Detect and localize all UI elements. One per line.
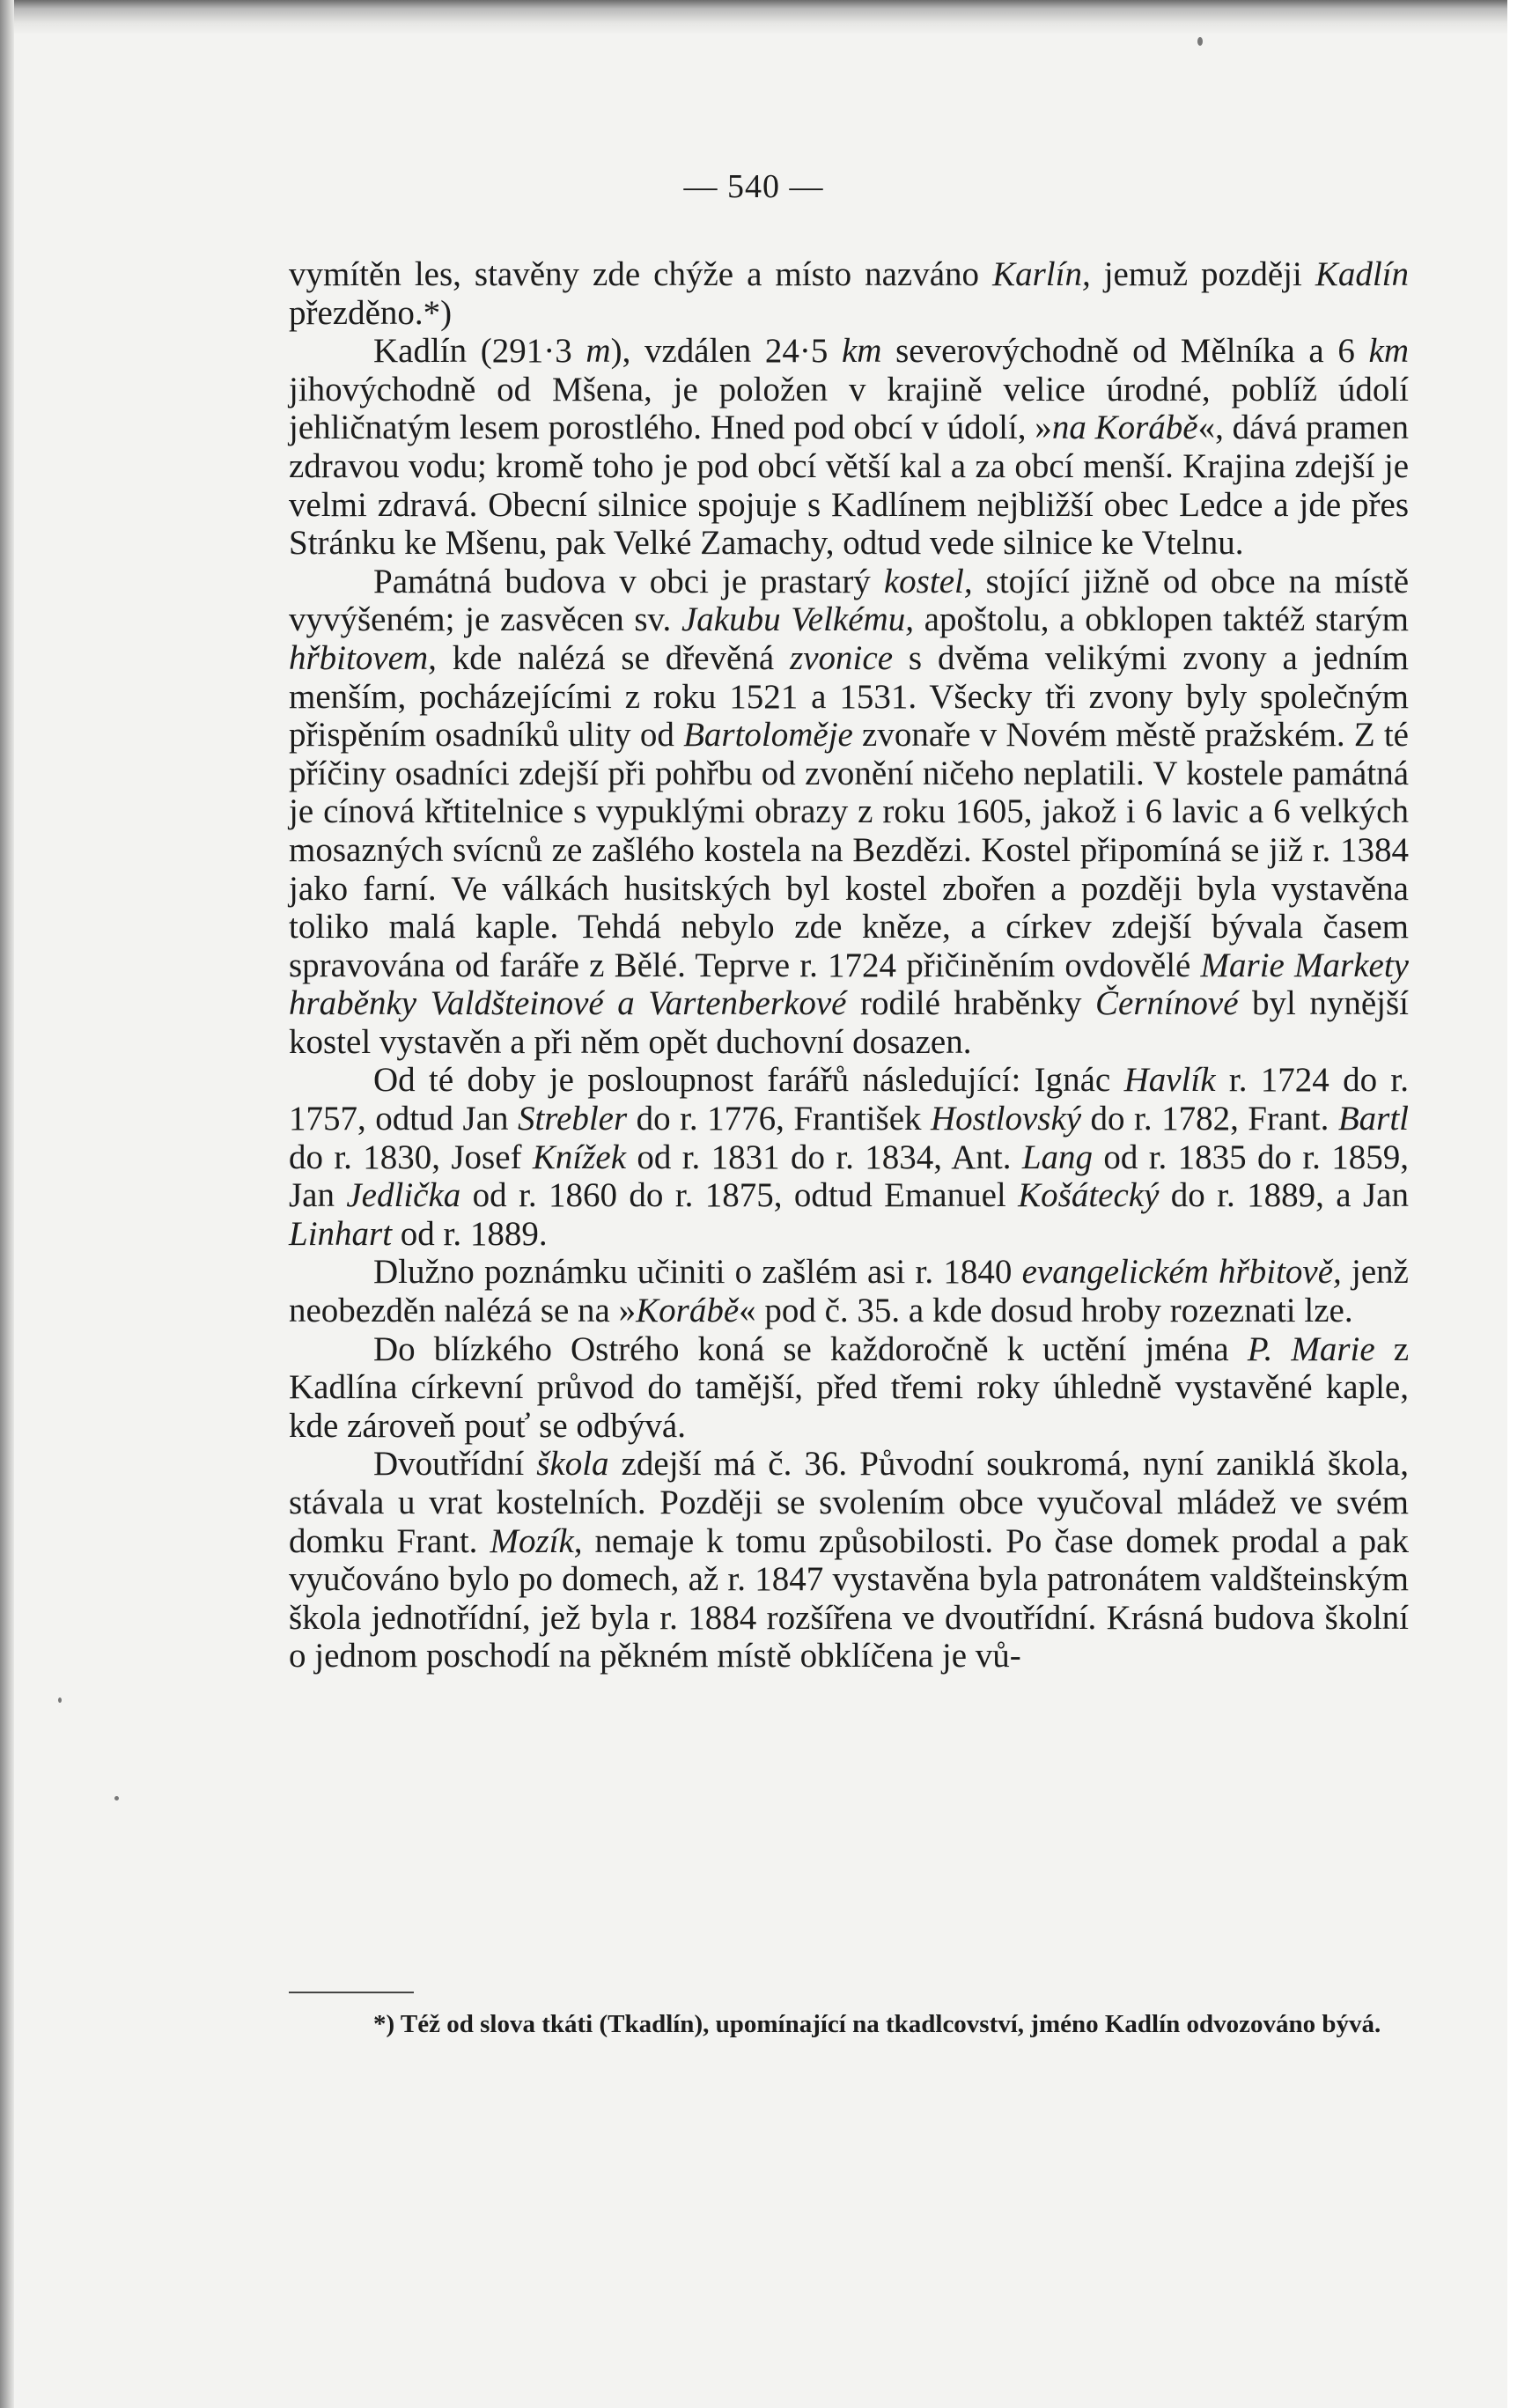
body-text: [289, 255, 1409, 1675]
italic-run: Bartl: [1337, 1100, 1409, 1138]
italic-run: zvonice: [790, 638, 894, 677]
paragraph: [289, 332, 1409, 563]
text-run: zvonaře v Novém městě pražském. Z té příčiny osadníci zdejší při pohřbu od zvonění ničeho neplatili. V kostele památná je cínová křtitelnice s vypuklými obrazy z roku 1605, jakož i 6 lavic a 6 velkých mosazných svícnů ze zašlého kostela na Bezdězi. Kostel připomíná se již r. 1384 jako farní. Ve válkách husitských byl kostel zbořen a později byla vystavěna toliko malá kaple. Tehdá nebylo zde kněze, a církev zdejší bývala časem spravována od faráře z Bělé. Teprve r. 1724 přičiněním ovdovělé: [289, 716, 1409, 984]
italic-run: Černínové: [1095, 984, 1239, 1023]
text-run: do r. 1889, a Jan: [1159, 1176, 1409, 1215]
text-run: Dlužno poznámku učiniti o zašlém asi r. 1840: [373, 1253, 1022, 1292]
scan-speck: [58, 1697, 62, 1703]
italic-run: P. Marie: [1247, 1329, 1375, 1368]
text-run: od r. 1835 do r. 1859, Jan: [289, 1138, 1409, 1215]
text-run: vymítěn les, stavěny zde chýže a místo nazváno: [289, 255, 993, 293]
italic-run: Hostlovský: [930, 1100, 1082, 1138]
italic-run: Knížek: [532, 1138, 627, 1176]
text-run: byl nynější kostel vystavěn a při něm opět duchovní dosazen.: [289, 984, 1410, 1061]
text-run: Dvoutřídní: [373, 1445, 537, 1484]
italic-run: škola: [536, 1445, 609, 1484]
footnote: *) Též od slova tkáti (Tkadlín), upomínající na tkadlcovství, jméno Kadlín odvozováno bývá.: [373, 2010, 1381, 2038]
page-number: — 540 —: [683, 168, 824, 205]
italic-run: evangelickém hřbitově,: [1021, 1253, 1342, 1292]
scan-left-edge: [0, 0, 14, 2408]
text-run: jihovýchodně od Mšena, je položen v krajině velice úrodné, poblíž údolí jehličnatým lesem porostlého. Hned pod obcí v údolí, »: [289, 370, 1409, 447]
italic-run: Karlín,: [992, 255, 1091, 293]
italic-run: Lang: [1021, 1138, 1094, 1176]
paragraph: [289, 1330, 1409, 1446]
scan-top-edge: [0, 0, 1507, 35]
italic-run: kostel,: [883, 562, 973, 600]
text-run: jenž neobezděn nalézá se na »: [289, 1253, 1409, 1330]
italic-run: hřbitovem,: [289, 638, 437, 677]
italic-run: Mozík,: [490, 1521, 583, 1560]
italic-run: Korábě: [636, 1292, 740, 1330]
text-run: od r. 1860 do r. 1875, odtud Emanuel: [460, 1176, 1019, 1215]
paragraph: [289, 1253, 1409, 1329]
text-run: Do blízkého Ostrého koná se každoročně k uctění jména: [373, 1329, 1248, 1368]
italic-run: km: [842, 332, 882, 371]
italic-run: Košátecký: [1018, 1176, 1160, 1215]
text-run: do r. 1782, Frant.: [1081, 1100, 1338, 1138]
paragraph: [289, 1061, 1409, 1253]
text-run: od r. 1831 do r. 1834, Ant.: [626, 1138, 1022, 1176]
text-run: s dvěma velikými zvony a jedním menším, pocházejícími z roku 1521 a 1531. Všecky tři zvony byly společným přispěním osadníků ulity od: [289, 638, 1409, 755]
text-run: Památná budova v obci je prastarý: [373, 562, 884, 600]
text-run: od r. 1889.: [392, 1214, 548, 1253]
italic-run: Kadlín: [1315, 255, 1409, 293]
text-run: severovýchodně od Mělníka a 6: [881, 332, 1369, 371]
italic-run: Strebler: [517, 1100, 628, 1138]
footnote-divider: [289, 1992, 414, 1993]
italic-run: Marie Markety hraběnky Valdšteinové a Vartenberkové: [289, 946, 1409, 1023]
text-run: rodilé hraběnky: [846, 984, 1096, 1023]
text-run: do r. 1830, Josef: [289, 1138, 533, 1176]
text-run: «, dává pramen zdravou vodu; kromě toho je pod obcí větší kal a za obcí menší. Krajina zdejší je velmi zdravá. Obecní silnice spojuje s Kadlínem nejbližší obec Ledce a jde přes Stránku ke Mšenu, pak Velké Zamachy, odtud vede silnice ke Vtelnu.: [289, 409, 1409, 563]
text-run: « pod č. 35. a kde dosud hroby rozeznati lze.: [739, 1292, 1353, 1330]
text-run: Kadlín (291·3: [373, 332, 586, 371]
paragraph: [289, 563, 1409, 1062]
text-run: jemuž později: [1090, 255, 1315, 293]
paragraph: [289, 255, 1409, 332]
text-run: do r. 1776, František: [627, 1100, 931, 1138]
text-run: z Kadlína církevní průvod do tamější, před třemi roky úhledně vystavěné kaple, kde zároveň pouť se odbývá.: [289, 1329, 1410, 1445]
text-run: r. 1724 do r. 1757, odtud Jan: [289, 1061, 1409, 1138]
scan-speck: [1197, 37, 1203, 46]
italic-run: Bartoloměje: [683, 716, 853, 755]
text-run: zdejší má č. 36. Původní soukromá, nyní zaniklá škola, stávala u vrat kostelních. Později se svolením obce vyučoval mládež ve svém domku Frant.: [289, 1445, 1409, 1560]
italic-run: Havlík: [1123, 1061, 1216, 1100]
scan-right-margin: [1507, 0, 1532, 2408]
text-run: apoštolu, a obklopen taktéž starým: [913, 600, 1409, 639]
text-run: kde nalézá se dřevěná: [436, 638, 791, 677]
italic-run: Jedlička: [346, 1176, 461, 1215]
text-run: stojící jižně od obce na místě vyvýšeném; je zasvěcen sv.: [289, 562, 1410, 639]
text-run: nemaje k tomu způsobilosti. Po čase domek prodal a pak vyučováno bylo po domech, až r. 1847 vystavěna byla patronátem valdšteinským škola jednotřídní, jež byla r. 1884 rozšířena ve dvoutřídní. Krásná budova školní o jednom poschodí na pěkném místě obklíčena je vů-: [289, 1521, 1409, 1675]
text-run: Od té doby je posloupnost farářů následující: Ignác: [373, 1061, 1124, 1100]
text-run: ), vzdálen 24·5: [610, 332, 842, 371]
scan-speck: [114, 1796, 119, 1800]
text-run: přezděno.*): [289, 293, 453, 332]
italic-run: m: [586, 332, 611, 371]
italic-run: na Korábě: [1051, 409, 1198, 447]
italic-run: km: [1368, 332, 1409, 371]
italic-run: Jakubu Velkému,: [681, 600, 914, 639]
italic-run: Linhart: [289, 1214, 393, 1253]
paragraph: [289, 1445, 1409, 1675]
